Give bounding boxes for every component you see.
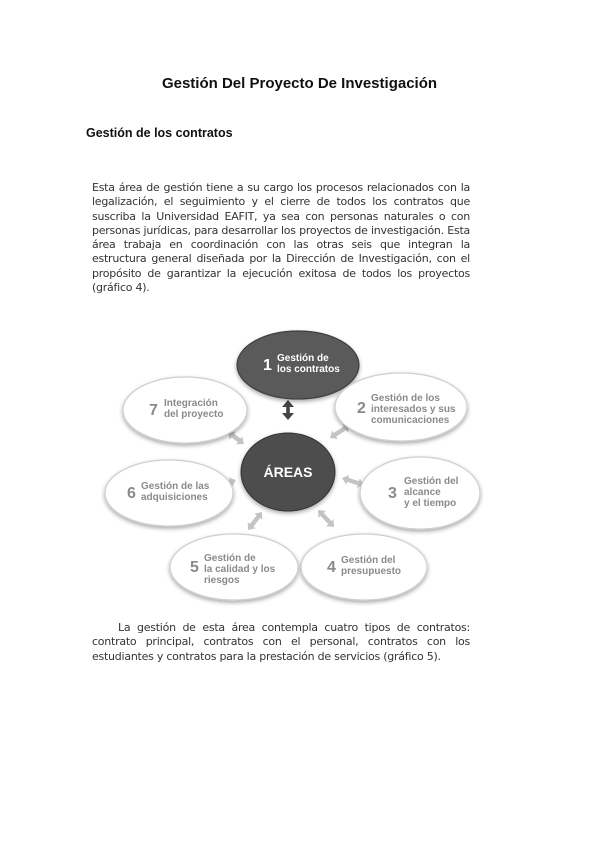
- double-arrow-icon: [228, 432, 244, 445]
- area-node-label: Gestión del: [404, 476, 459, 487]
- area-node-label: Gestión de: [277, 353, 329, 364]
- area-node-number: 4: [327, 559, 336, 576]
- area-node-label: Integración: [164, 398, 218, 409]
- area-node-label: adquisiciones: [141, 492, 208, 503]
- intro-paragraph: Esta área de gestión tiene a su cargo los procesos relacionados con la legalización, el seguimiento y el cierre de todos los contratos que suscriba la Universidad EAFIT, ya sea con personas naturales o con personas jurídicas, para desarrollar los proyectos de investigación. Esta área trabaja en coordinación con las otras seis que integran la estructura general diseñada por la Dirección de Investigación, con el propósito de garantizar la ejecución exitosa de todos los proyectos (gráfico 4).: [92, 181, 470, 295]
- section-heading: Gestión de los contratos: [86, 126, 233, 140]
- double-arrow-icon: [248, 512, 263, 530]
- area-node-number: 6: [127, 485, 136, 502]
- double-arrow-icon: [318, 510, 334, 527]
- area-node-number: 1: [263, 357, 272, 374]
- area-node-label: Gestión de: [204, 553, 256, 564]
- page-title: Gestión Del Proyecto De Investigación: [161, 75, 438, 92]
- area-node-label: del proyecto: [164, 409, 224, 420]
- area-node-label: Gestión de las: [141, 481, 210, 492]
- double-arrow-icon: [282, 400, 294, 420]
- area-node-number: 3: [388, 485, 397, 502]
- area-node-number: 2: [357, 400, 366, 417]
- area-node-label: Gestión de los: [371, 393, 440, 404]
- area-node-label: presupuesto: [341, 566, 402, 577]
- contracts-paragraph: La gestión de esta área contempla cuatro tipos de contratos: contrato principal, contratos con el personal, contratos con los estudiantes y contratos para la prestación de servicios (gráfico 5).: [92, 621, 470, 663]
- area-node-number: 7: [149, 402, 158, 419]
- area-node-label: la calidad y los: [204, 564, 276, 575]
- area-node-label: interesados y sus: [371, 404, 456, 415]
- area-node-label: los contratos: [277, 364, 340, 375]
- area-node-label: y el tiempo: [404, 498, 457, 509]
- area-node-label: comunicaciones: [371, 415, 450, 426]
- area-node-number: 5: [190, 559, 199, 576]
- area-node-label: riesgos: [204, 575, 240, 586]
- area-node-label: Gestión del: [341, 555, 396, 566]
- area-node-label: alcance: [404, 487, 441, 498]
- areas-center-label: ÁREAS: [263, 464, 313, 480]
